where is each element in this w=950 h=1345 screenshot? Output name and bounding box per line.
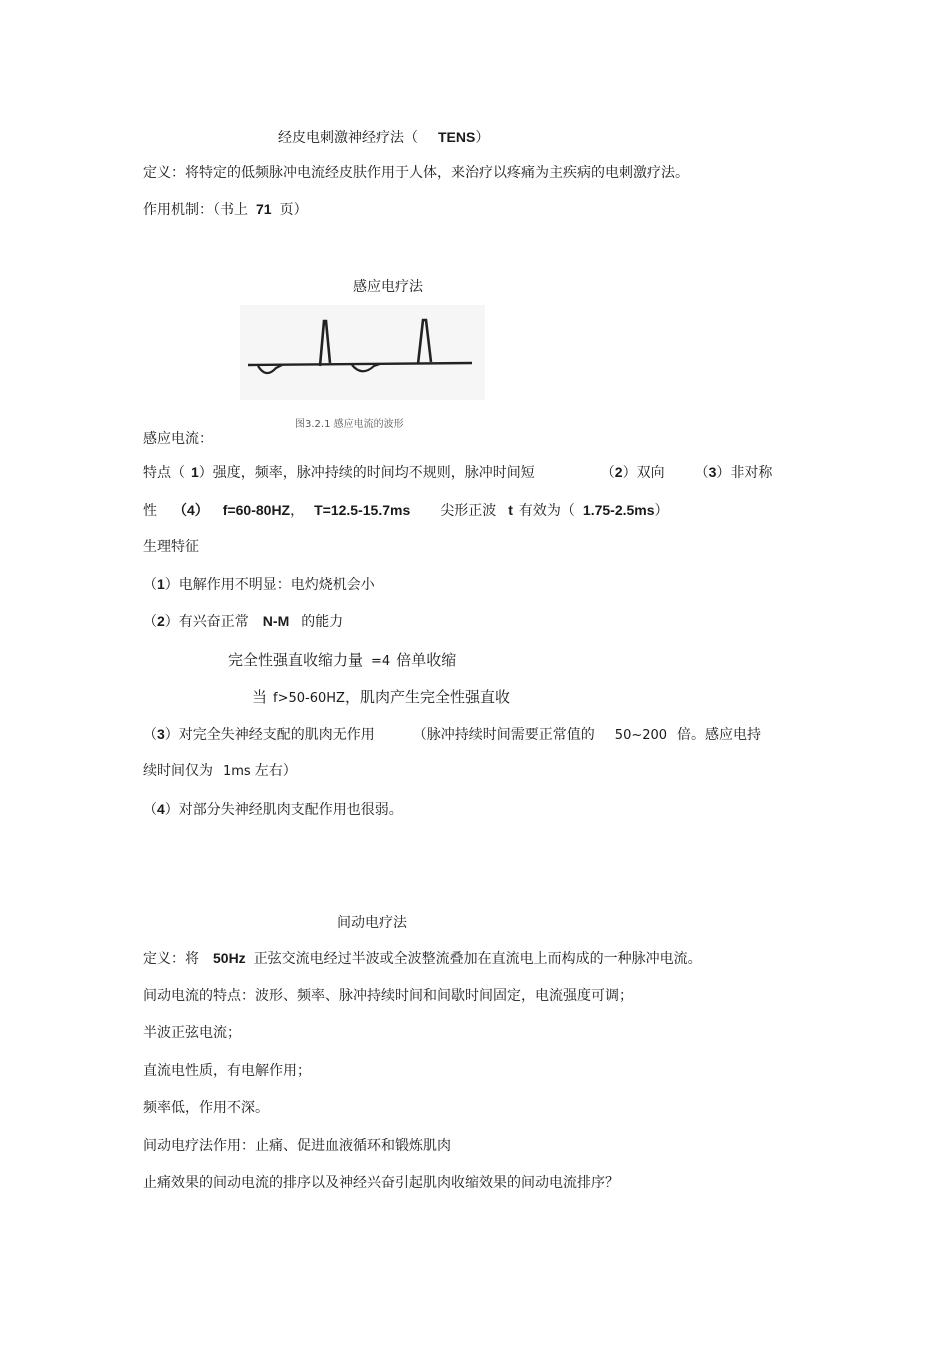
faradic-features-line2: [143, 500, 669, 521]
text-run: 当: [252, 688, 268, 706]
text-run: 1ms: [223, 764, 251, 779]
text-run: 4: [157, 801, 165, 817]
section-title-diadynamic: 间动电疗法: [337, 915, 407, 931]
mechanism-suffix: 页）: [279, 202, 308, 218]
text-run: 3: [708, 464, 717, 480]
physio-item-2-sub2: [252, 687, 510, 709]
physio-item-3: [143, 724, 761, 746]
text-run: 50~200: [614, 728, 668, 743]
section-title-faradic: 感应电疗法: [353, 279, 423, 295]
figure-caption: 图3.2.1 感应电流的波形: [295, 419, 404, 430]
physio-item-3-cont: [143, 761, 297, 782]
text-run: t: [508, 502, 513, 518]
text-run: T=12.5-15.7ms: [314, 502, 411, 518]
text-run: ）非对称: [716, 465, 773, 481]
text-run: f>50-60HZ: [273, 691, 345, 706]
text-run: 完全性强直收缩力量: [228, 651, 364, 669]
title-prefix: 经皮电刺激神经疗法（: [278, 130, 418, 146]
section-title-tens: [278, 127, 489, 148]
tens-definition: 定义：将特定的低频脉冲电流经皮肤作用于人体，来治疗以疼痛为主疾病的电刺激疗法。: [143, 165, 689, 181]
text-run: 2: [157, 613, 165, 629]
physio-label: 生理特征: [143, 539, 199, 555]
text-run: ）有兴奋正常: [164, 614, 249, 630]
text-run: 有效为（: [518, 503, 575, 519]
tens-mechanism: [143, 199, 308, 220]
text-run: 1: [157, 576, 165, 592]
text-run: ）对部分失神经肌肉支配作用也很弱。: [164, 802, 403, 818]
mechanism-prefix: 作用机制：（书上: [143, 202, 248, 218]
diadynamic-effects: 间动电疗法作用：止痛、促进血液循环和锻炼肌肉: [143, 1138, 451, 1154]
text-run: （: [694, 465, 709, 481]
text-run: 续时间仅为: [143, 763, 213, 779]
text-run: ）强度，频率，脉冲持续的时间均不规则，脉冲时间短: [198, 465, 535, 481]
physio-item-2: [143, 611, 343, 632]
text-run: （: [143, 577, 157, 593]
physio-item-2-sub1: [228, 650, 456, 672]
title-tens: TENS: [438, 129, 476, 145]
diadynamic-features: 间动电流的特点：波形、频率、脉冲持续时间和间歇时间固定，电流强度可调；: [143, 988, 633, 1004]
title-suffix: ）: [475, 130, 490, 146]
text-run: ）电解作用不明显：电灼烧机会小: [164, 577, 375, 593]
text-run: （脉冲持续时间需要正常值的: [412, 727, 595, 743]
text-run: 正弦交流电经过半波或全波整流叠加在直流电上而构成的一种脉冲电流。: [253, 951, 702, 967]
half-wave-note: 半波正弦电流；: [143, 1025, 241, 1041]
text-run: 倍单收缩: [396, 651, 457, 669]
figure-background: [240, 305, 485, 400]
text-run: 的能力: [301, 614, 344, 630]
faradic-current-label: 感应电流：: [143, 431, 213, 447]
text-run: ）: [654, 503, 669, 519]
text-run: 定义：将: [143, 951, 199, 967]
text-run: 1: [191, 464, 199, 480]
text-run: 左右）: [254, 763, 297, 779]
physio-item-4: [143, 799, 403, 820]
text-run: （: [600, 465, 615, 481]
text-run: ）对完全失神经支配的肌肉无作用: [164, 727, 375, 743]
text-run: ，肌肉产生完全性强直收: [344, 688, 510, 706]
faradic-features-line1: [143, 462, 772, 483]
mechanism-page: 71: [256, 201, 272, 217]
text-run: 倍。感应电持: [677, 727, 762, 743]
text-run: ）双向: [622, 465, 665, 481]
text-run: 特点（: [143, 465, 185, 481]
text-run: 尖形正波: [440, 503, 497, 519]
text-run: 50Hz: [213, 950, 246, 966]
text-run: （: [143, 614, 157, 630]
text-run: （4）: [173, 502, 209, 518]
text-run: =4: [371, 654, 391, 669]
text-run: ，: [290, 503, 305, 519]
faradic-waveform-figure: [240, 305, 485, 400]
text-run: 1.75-2.5ms: [582, 502, 655, 518]
low-freq-note: 频率低，作用不深。: [143, 1100, 269, 1116]
text-run: （: [143, 727, 157, 743]
text-run: 2: [614, 464, 623, 480]
physio-item-1: [143, 574, 375, 595]
text-run: f=60-80HZ: [222, 502, 291, 518]
text-run: 性: [143, 503, 157, 519]
text-run: N-M: [262, 613, 290, 629]
text-run: 3: [157, 726, 165, 742]
text-run: （: [143, 802, 157, 818]
dc-nature-note: 直流电性质，有电解作用；: [143, 1063, 311, 1079]
diadynamic-definition: [143, 948, 702, 969]
diadynamic-question: 止痛效果的间动电流的排序以及神经兴奋引起肌肉收缩效果的间动电流排序？: [143, 1175, 619, 1191]
